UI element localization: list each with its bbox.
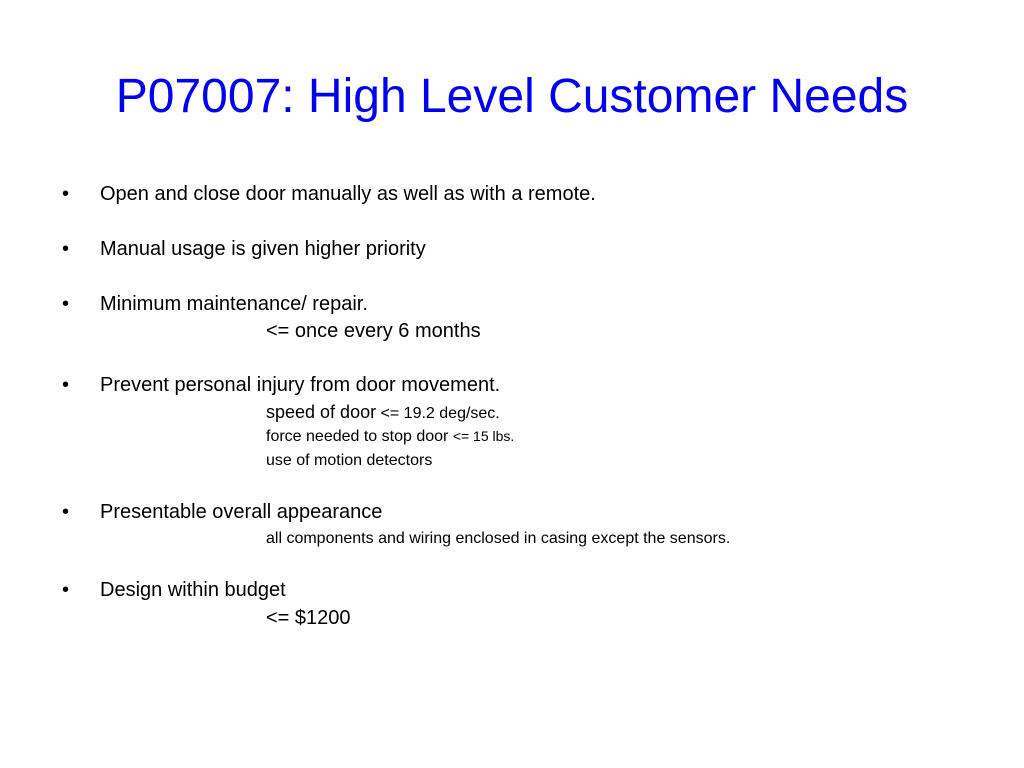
bullet-marker: • bbox=[62, 183, 70, 205]
bullet-item-maintenance: Minimum maintenance/ repair. bbox=[100, 293, 368, 315]
bullet-item-budget: Design within budget bbox=[100, 579, 286, 601]
bullet-item-manual-priority: Manual usage is given higher priority bbox=[100, 238, 426, 260]
stop-force-label: force needed to stop door bbox=[266, 428, 449, 445]
bullet-marker: • bbox=[62, 374, 70, 396]
stop-force-value: <= 15 lbs. bbox=[452, 428, 515, 444]
bullet-item-open-close: Open and close door manually as well as with a remote. bbox=[100, 183, 596, 205]
bullet-marker: • bbox=[62, 293, 70, 315]
bullet-item-injury-prevention: Prevent personal injury from door movement. bbox=[100, 374, 501, 396]
bullet-marker: • bbox=[62, 501, 70, 523]
bullet-item-appearance: Presentable overall appearance bbox=[100, 501, 383, 523]
sub-item-stop-force bbox=[266, 429, 514, 445]
sub-item-door-speed bbox=[266, 403, 500, 422]
slide-title: P07007: High Level Customer Needs bbox=[115, 70, 909, 123]
sub-item-enclosed-components: all components and wiring enclosed in casing except the sensors. bbox=[266, 530, 731, 547]
sub-item-motion-detectors: use of motion detectors bbox=[266, 452, 433, 469]
door-speed-label: speed of door bbox=[266, 402, 377, 422]
bullet-marker: • bbox=[62, 579, 70, 601]
sub-item-maintenance-interval: <= once every 6 months bbox=[266, 320, 481, 342]
bullet-marker: • bbox=[62, 238, 70, 260]
door-speed-value: <= 19.2 deg/sec. bbox=[380, 405, 500, 422]
sub-item-budget-limit: <= $1200 bbox=[266, 607, 351, 629]
